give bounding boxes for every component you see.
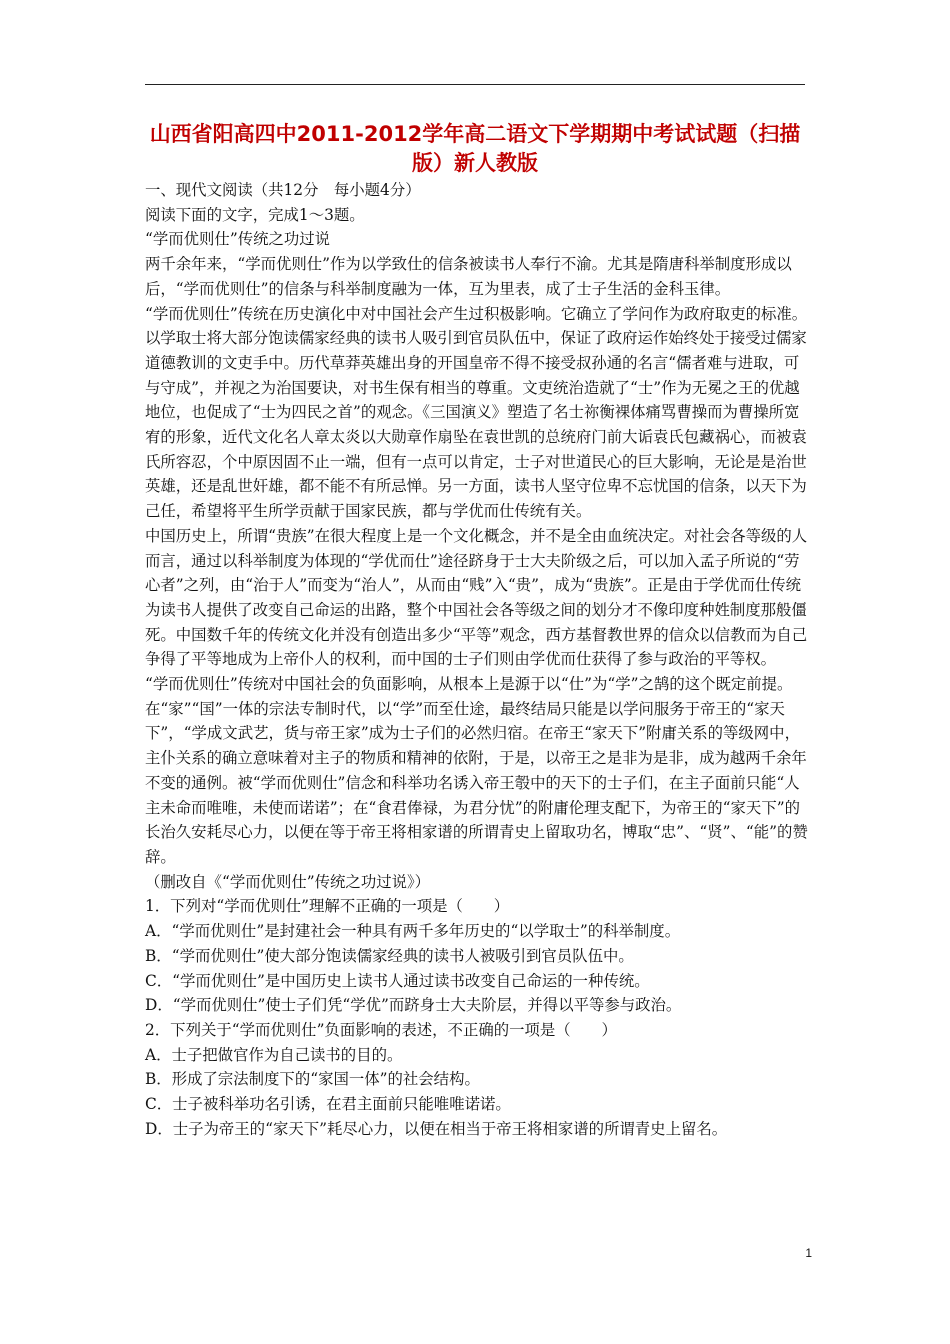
article-paragraph: “学而优则仕”传统对中国社会的负面影响，从根本上是源于以“仕”为“学”之鹄的这个既定前提。在“家”“国”一体的宗法专制时代，以“学”而至仕途，最终结局只能是以学问服务于帝王的“家天下”，“学成文武艺，货与帝王家”成为士子们的必然归宿。在帝王“家天下”附庸关系的等级网中，主仆关系的确立意味着对主子的物质和精神的依附，于是，以帝王之是非为是非，成为越两千余年不变的通例。被“学而优则仕”信念和科举功名诱入帝王彀中的天下的士子们，在主子面前只能“人主未命而唯唯，未使而诺诺”；在“食君俸禄，为君分忧”的附庸伦理支配下，为帝王的“家天下”的长治久安耗尽心力，以便在等于帝王将相家谱的所谓青史上留取功名，博取“忠”、“贤”、“能”的赞辞。 bbox=[145, 675, 808, 866]
header-rule bbox=[145, 84, 805, 85]
question-option: B．形成了宗法制度下的“家国一体”的社会结构。 bbox=[145, 1070, 480, 1089]
question-option: C．“学而优则仕”是中国历史上读书人通过读书改变自己命运的一种传统。 bbox=[145, 971, 650, 990]
section-heading: 一、现代文阅读（共12分 每小题4分） bbox=[145, 181, 421, 199]
article-title: “学而优则仕”传统之功过说 bbox=[145, 230, 331, 249]
reading-instruction: 阅读下面的文字，完成1～3题。 bbox=[145, 205, 365, 224]
question-option: B．“学而优则仕”使大部分饱读儒家经典的读书人被吸引到官员队伍中。 bbox=[145, 946, 634, 965]
document-body bbox=[145, 178, 809, 1141]
question-stem: 2．下列关于“学而优则仕”负面影响的表述，不正确的一项是（ ） bbox=[145, 1020, 617, 1039]
article-paragraph: 两千余年来，“学而优则仕”作为以学致仕的信条被读书人奉行不渝。尤其是隋唐科举制度形成以后，“学而优则仕”的信条与科举制度融为一体，互为里表，成了士子生活的金科玉律。 bbox=[145, 255, 792, 298]
question-option: C．士子被科举功名引诱，在君主面前只能唯唯诺诺。 bbox=[145, 1095, 511, 1114]
page-number: 1 bbox=[805, 1246, 812, 1260]
source-note: （删改自《“学而优则仕”传统之功过说》） bbox=[145, 872, 431, 891]
question-option: D．士子为帝王的“家天下”耗尽心力，以便在相当于帝王将相家谱的所谓青史上留名。 bbox=[145, 1119, 728, 1138]
question-stem: 1．下列对“学而优则仕”理解不正确的一项是（ ） bbox=[145, 897, 510, 916]
question-option: D．“学而优则仕”使士子们凭“学优”而跻身士大夫阶层，并得以平等参与政治。 bbox=[145, 996, 682, 1015]
article-paragraph: “学而优则仕”传统在历史演化中对中国社会产生过积极影响。它确立了学问作为政府取吏的标准。以学取士将大部分饱读儒家经典的读书人吸引到官员队伍中，保证了政府运作始终处于接受过儒家道德教训的文吏手中。历代草莽英雄出身的开国皇帝不得不接受叔孙通的名言“儒者难与进取，可与守成”，并视之为治国要诀，对书生保有相当的尊重。文吏统治造就了“士”作为无冕之王的优越地位，也促成了“士为四民之首”的观念。《三国演义》塑造了名士祢衡裸体痛骂曹操而为曹操所宽宥的形象，近代文化名人章太炎以大勋章作扇坠在袁世凯的总统府门前大诟袁氏包藏祸心，而被袁氏所容忍，个中原因固不止一端，但有一点可以肯定，士子对世道民心的巨大影响，无论是是治世英雄，还是乱世奸雄，都不能不有所忌惮。另一方面，读书人坚守位卑不忘忧国的信条，以天下为己任，希望将平生所学贡献于国家民族，都与学优而仕传统有关。 bbox=[145, 304, 808, 521]
article-paragraph: 中国历史上，所谓“贵族”在很大程度上是一个文化概念，并不是全由血统决定。对社会各等级的人而言，通过以科举制度为体现的“学优而仕”途径跻身于士大夫阶级之后，可以加入孟子所说的“劳心者”之列，由“治于人”而变为“治人”，从而由“贱”入“贵”，成为“贵族”。正是由于学优而仕传统为读书人提供了改变自己命运的出路，整个中国社会各等级之间的划分才不像印度种姓制度那般僵死。中国数千年的传统文化并没有创造出多少“平等”观念，西方基督教世界的信众以信教而为自己争得了平等地成为上帝仆人的权利，而中国的士子们则由学优而仕获得了参与政治的平等权。 bbox=[145, 526, 808, 669]
question-option: A．士子把做官作为自己读书的目的。 bbox=[145, 1045, 403, 1064]
question-option: A．“学而优则仕”是封建社会一种具有两千多年历史的“以学取士”的科举制度。 bbox=[145, 922, 681, 941]
document-title: 山西省阳高四中2011-2012学年高二语文下学期期中考试试题（扫描版）新人教版 bbox=[149, 122, 801, 175]
